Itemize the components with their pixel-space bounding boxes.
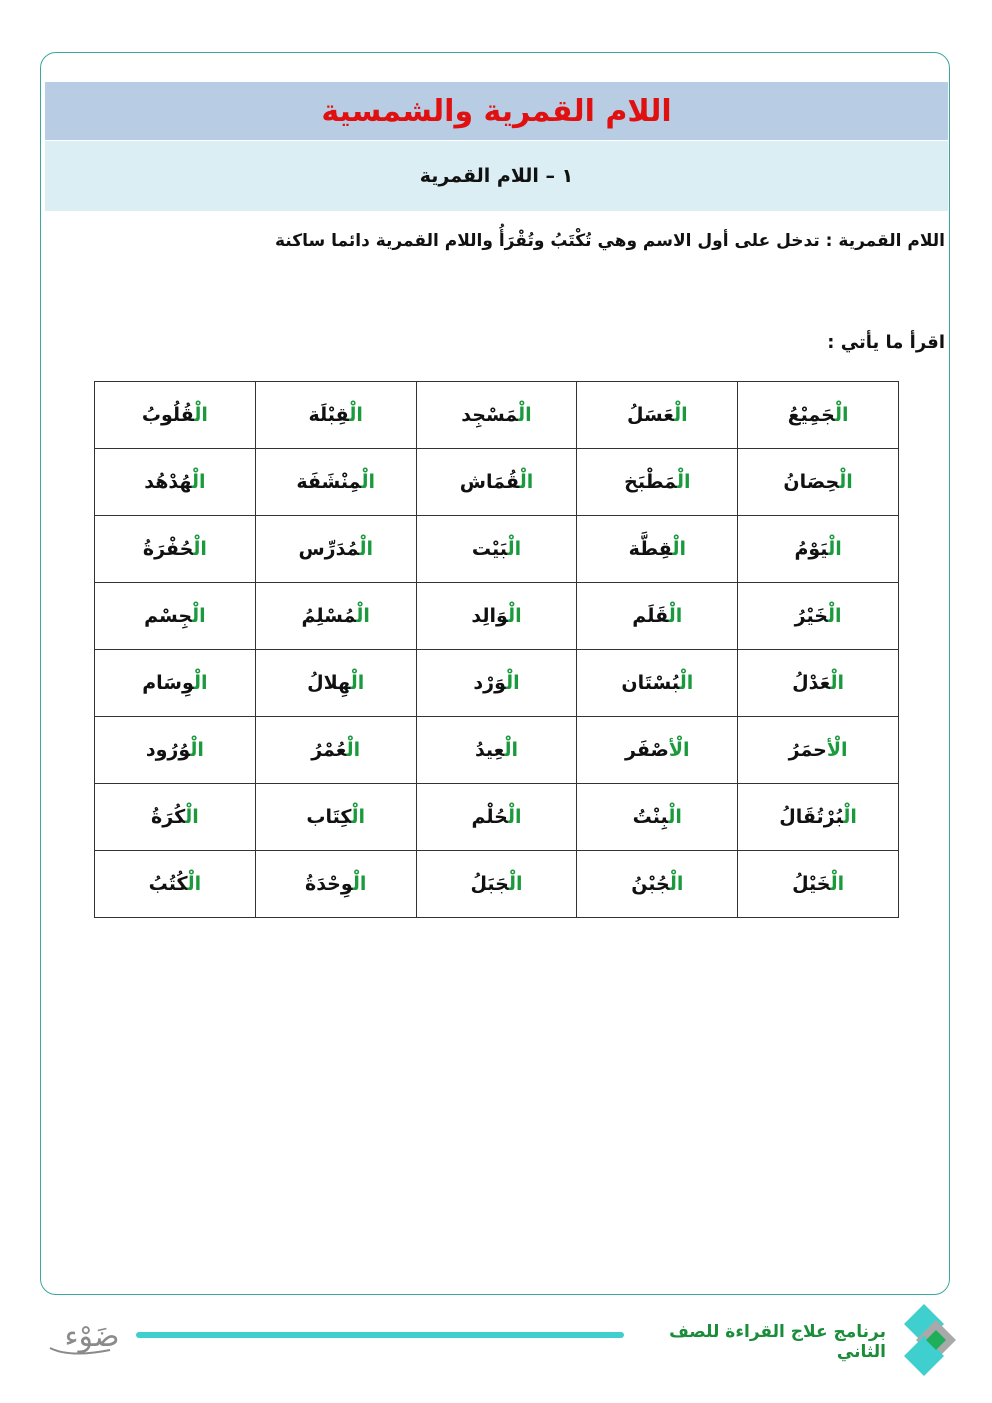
article-al: الْ bbox=[679, 672, 694, 694]
word-stem: كِتَاب bbox=[306, 806, 352, 828]
word-cell bbox=[255, 382, 416, 449]
word-stem: عَسَلُ bbox=[626, 404, 674, 426]
article-al: الْ bbox=[673, 404, 688, 426]
article-al: الْ bbox=[191, 471, 206, 493]
word-stem: هُدْهُد bbox=[144, 471, 192, 493]
word-cell bbox=[416, 382, 577, 449]
article-al: الْ bbox=[843, 806, 857, 828]
article-al: الْ bbox=[351, 806, 366, 828]
word-stem: حِصَانُ bbox=[783, 471, 840, 493]
table-row bbox=[95, 382, 899, 449]
title-banner bbox=[45, 82, 948, 140]
word-cell bbox=[577, 784, 738, 851]
table-row bbox=[95, 717, 899, 784]
article-al: الْ bbox=[194, 404, 208, 426]
article-al: الْ bbox=[839, 471, 853, 493]
word-stem: مُسْلِمُ bbox=[301, 605, 357, 627]
word-stem: بُرْتُقَالُ bbox=[779, 806, 844, 828]
article-al: الْ bbox=[187, 873, 202, 895]
article-al: الْ bbox=[828, 538, 842, 560]
word-stem: وِحْدَةُ bbox=[304, 873, 353, 895]
word-cell bbox=[255, 717, 416, 784]
table-row bbox=[95, 784, 899, 851]
word-cell bbox=[577, 717, 738, 784]
word-stem: عَدْلُ bbox=[792, 672, 831, 694]
word-stem: يَوْمُ bbox=[794, 538, 829, 560]
word-stem: بِنْتُ bbox=[632, 806, 669, 828]
table-row bbox=[95, 583, 899, 650]
word-stem: خَيْلُ bbox=[792, 873, 831, 895]
word-stem: بَيْت bbox=[471, 538, 508, 560]
word-stem: جَبَلُ bbox=[470, 873, 509, 895]
article-al: الْ bbox=[508, 873, 523, 895]
word-stem: وُرُود bbox=[145, 739, 191, 761]
word-stem: قُمَاش bbox=[459, 471, 520, 493]
table-row bbox=[95, 449, 899, 516]
word-cell bbox=[416, 583, 577, 650]
word-stem: قِبْلَة bbox=[308, 404, 350, 426]
word-cell bbox=[95, 784, 256, 851]
word-stem: أصْفَر bbox=[625, 739, 669, 761]
word-cell bbox=[95, 449, 256, 516]
word-cell bbox=[416, 449, 577, 516]
word-stem: هِلالُ bbox=[307, 672, 351, 694]
footer-program-title: برنامج علاج القراءة للصف الثاني bbox=[669, 1322, 886, 1362]
word-stem: مَسْجِد bbox=[461, 404, 519, 426]
word-stem: عُمْرُ bbox=[311, 739, 347, 761]
article-al: الْ bbox=[356, 605, 370, 627]
article-al: الْ bbox=[507, 538, 522, 560]
word-cell bbox=[577, 449, 738, 516]
word-stem: جُبْنُ bbox=[631, 873, 670, 895]
word-stem: قُلُوبُ bbox=[141, 404, 195, 426]
article-al: الْ bbox=[359, 538, 373, 560]
footer-divider bbox=[136, 1332, 624, 1338]
word-stem: مِنْشَفَة bbox=[296, 471, 362, 493]
page-title: اللام القمرية والشمسية bbox=[321, 93, 672, 129]
word-stem: قَلَم bbox=[632, 605, 669, 627]
word-cell bbox=[577, 583, 738, 650]
word-cell bbox=[416, 650, 577, 717]
article-al: الْ bbox=[192, 605, 206, 627]
word-stem: حُفْرَةُ bbox=[142, 538, 194, 560]
article-al: الْ bbox=[346, 739, 361, 761]
word-stem: وَالِد bbox=[471, 605, 508, 627]
brand-logo-text: ضَوْء bbox=[64, 1319, 120, 1354]
words-table bbox=[94, 381, 899, 918]
article-al: الْ bbox=[350, 672, 365, 694]
word-stem: مَطْبَخ bbox=[624, 471, 677, 493]
word-cell bbox=[738, 382, 899, 449]
word-cell bbox=[255, 650, 416, 717]
word-cell bbox=[95, 851, 256, 918]
word-cell bbox=[738, 449, 899, 516]
article-al: الْ bbox=[505, 672, 520, 694]
article-al: الْ bbox=[676, 471, 691, 493]
word-cell bbox=[95, 382, 256, 449]
word-stem: كُرَةُ bbox=[151, 806, 186, 828]
word-stem: جِسْم bbox=[144, 605, 193, 627]
article-al: الْ bbox=[352, 873, 367, 895]
article-al: الْ bbox=[826, 739, 848, 761]
article-al: الْ bbox=[507, 605, 522, 627]
article-al: الْ bbox=[193, 538, 207, 560]
word-stem: وِسَام bbox=[142, 672, 194, 694]
word-cell bbox=[416, 851, 577, 918]
article-al: الْ bbox=[830, 873, 845, 895]
article-al: الْ bbox=[668, 739, 690, 761]
word-stem: قِطَّة bbox=[628, 538, 673, 560]
word-stem: بُسْتَان bbox=[621, 672, 680, 694]
article-al: الْ bbox=[190, 739, 204, 761]
article-al: الْ bbox=[185, 806, 199, 828]
word-stem: كُتُبُ bbox=[148, 873, 188, 895]
article-al: الْ bbox=[672, 538, 686, 560]
definition-text: اللام القمرية : تدخل على أول الاسم وهي تُكْتَبُ وتُقْرَأُ واللام القمرية دائما ساكنة bbox=[274, 231, 945, 251]
article-al: الْ bbox=[668, 806, 682, 828]
word-stem: جَمِيْعُ bbox=[787, 404, 835, 426]
word-stem: وَرْد bbox=[473, 672, 506, 694]
diamond-logo-icon bbox=[896, 1300, 960, 1380]
article-al: الْ bbox=[827, 605, 842, 627]
article-al: الْ bbox=[361, 471, 376, 493]
word-cell bbox=[577, 650, 738, 717]
word-cell bbox=[255, 516, 416, 583]
word-stem: حُلْم bbox=[471, 806, 508, 828]
article-al: الْ bbox=[518, 404, 532, 426]
word-cell bbox=[255, 851, 416, 918]
word-cell bbox=[255, 583, 416, 650]
word-stem: أحمَرُ bbox=[788, 739, 827, 761]
article-al: الْ bbox=[349, 404, 363, 426]
word-cell bbox=[577, 516, 738, 583]
word-cell bbox=[738, 516, 899, 583]
article-al: الْ bbox=[193, 672, 208, 694]
word-cell bbox=[738, 851, 899, 918]
word-cell bbox=[577, 851, 738, 918]
brand-logo-icon bbox=[30, 1306, 130, 1366]
article-al: الْ bbox=[504, 739, 519, 761]
word-cell bbox=[95, 516, 256, 583]
word-cell bbox=[738, 650, 899, 717]
article-al: الْ bbox=[519, 471, 534, 493]
word-cell bbox=[416, 717, 577, 784]
word-stem: عِيدُ bbox=[474, 739, 505, 761]
instruction-text: اقرأ ما يأتي : bbox=[827, 332, 945, 353]
article-al: الْ bbox=[669, 873, 684, 895]
word-cell bbox=[416, 784, 577, 851]
word-stem: مُدَرِّس bbox=[298, 538, 360, 560]
word-cell bbox=[95, 717, 256, 784]
word-cell bbox=[738, 717, 899, 784]
table-row bbox=[95, 516, 899, 583]
table-row bbox=[95, 650, 899, 717]
word-cell bbox=[255, 784, 416, 851]
word-cell bbox=[738, 784, 899, 851]
article-al: الْ bbox=[834, 404, 849, 426]
word-stem: خَيْرُ bbox=[794, 605, 828, 627]
table-row bbox=[95, 851, 899, 918]
word-cell bbox=[738, 583, 899, 650]
subtitle-banner bbox=[45, 141, 948, 211]
word-cell bbox=[95, 650, 256, 717]
word-cell bbox=[416, 516, 577, 583]
word-cell bbox=[255, 449, 416, 516]
word-cell bbox=[577, 382, 738, 449]
article-al: الْ bbox=[507, 806, 522, 828]
article-al: الْ bbox=[668, 605, 683, 627]
article-al: الْ bbox=[830, 672, 845, 694]
word-cell bbox=[95, 583, 256, 650]
section-title: ١ – اللام القمرية bbox=[419, 165, 574, 187]
